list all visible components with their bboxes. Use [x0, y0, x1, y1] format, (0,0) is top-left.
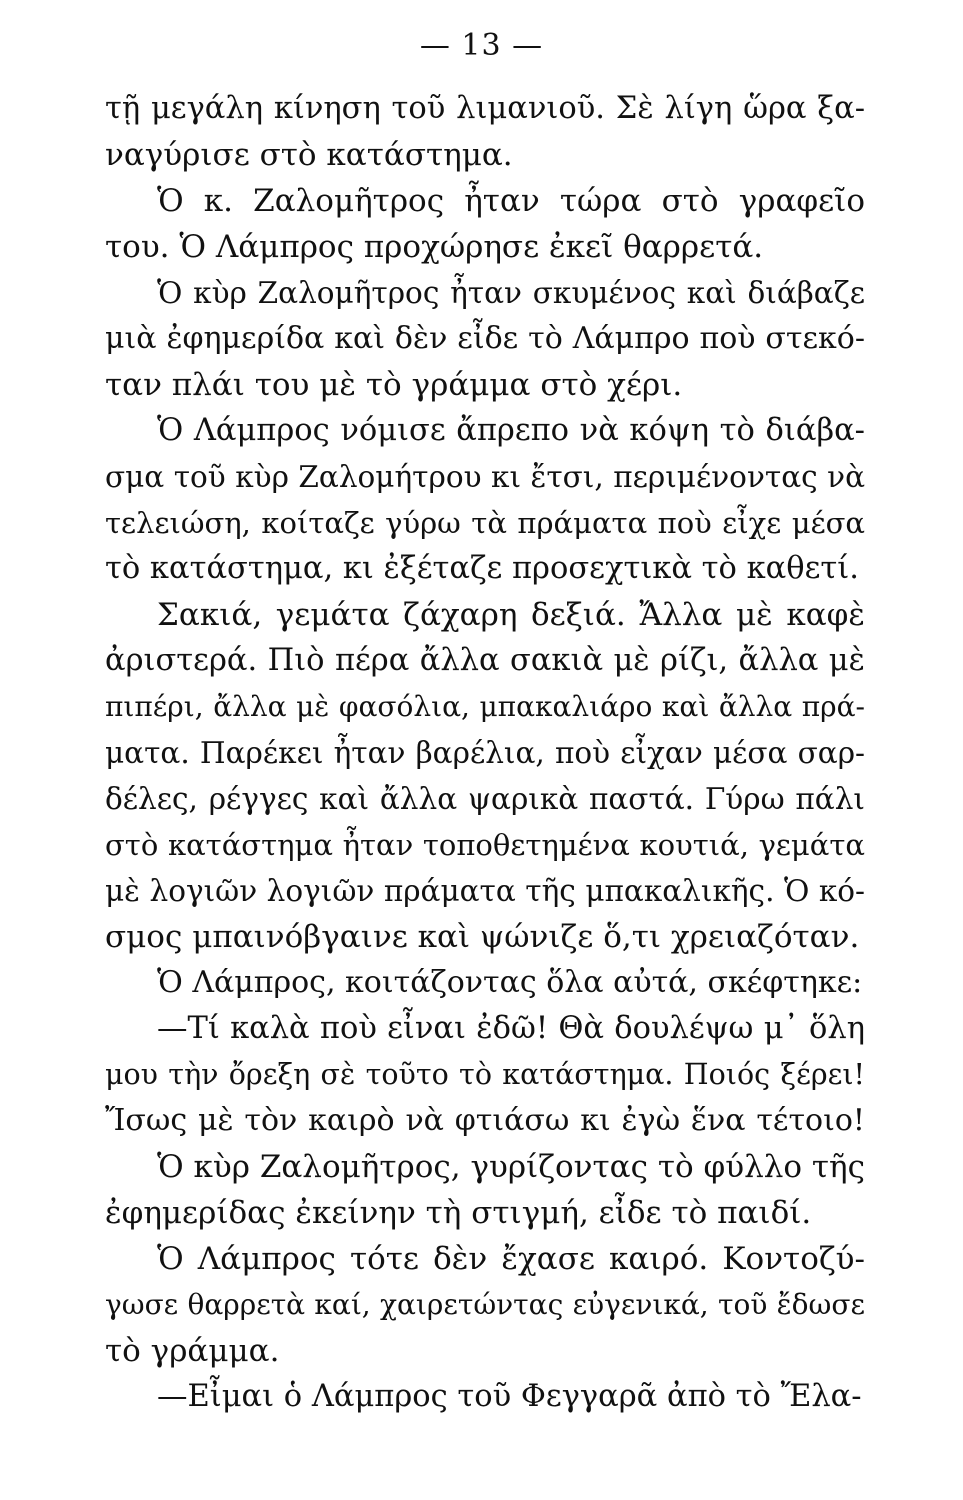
- text-line: τὸ κατάστημα, κι ἐξέταζε προσεχτικὰ τὸ καθετί.: [105, 551, 859, 586]
- text-line: γωσε θαρρετὰ καί, χαιρετώντας εὐγενικά, τοῦ ἔδωσε: [105, 1288, 865, 1321]
- text-line: στὸ κατάστημα ἦταν τοποθετημένα κουτιά, γεμάτα: [105, 828, 865, 862]
- body-text: [105, 86, 865, 1420]
- text-line: πιπέρι, ἄλλα μὲ φασόλια, μπακαλιάρο καὶ ἄλλα πρά-: [105, 690, 865, 723]
- text-line: σμος μπαινόβγαινε καὶ ψώνιζε ὅ,τι χρειαζόταν.: [105, 919, 860, 955]
- text-line: Ὁ κὺρ Ζαλομῆτρος, γυρίζοντας τὸ φύλλο τῆς: [157, 1149, 865, 1185]
- text-line: Ὁ Λάμπρος, κοιτάζοντας ὅλα αὐτά, σκέφτηκε:: [157, 965, 863, 1000]
- text-line: δέλες, ρέγγες καὶ ἄλλα ψαρικὰ παστά. Γύρω πάλι: [105, 782, 865, 816]
- text-line: τελειώση, κοίταζε γύρω τὰ πράματα ποὺ εἶχε μέσα: [105, 506, 865, 540]
- text-line: ταν πλάι του μὲ τὸ γράμμα στὸ χέρι.: [105, 367, 683, 403]
- text-line: —Τί καλὰ ποὺ εἶναι ἐδῶ! Θὰ δουλέψω μ᾽ ὅλη: [157, 1011, 865, 1046]
- text-line: Ὁ Λάμπρος τότε δὲν ἔχασε καιρό. Κοντοζύ-: [157, 1241, 865, 1277]
- text-line: μου τὴν ὄρεξη σὲ τοῦτο τὸ κατάστημα. Ποιός ξέρει!: [105, 1058, 865, 1091]
- text-line: Ὁ κὺρ Ζαλομῆτρος ἦταν σκυμένος καὶ διάβαζε: [157, 276, 865, 310]
- text-line: Ἴσως μὲ τὸν καιρὸ νὰ φτιάσω κι ἐγὼ ἕνα τέτοιο!: [105, 1103, 865, 1138]
- text-line: ματα. Παρέκει ἦταν βαρέλια, ποὺ εἶχαν μέσα σαρ-: [105, 736, 865, 770]
- text-line: ἀριστερά. Πιὸ πέρα ἄλλα σακιὰ μὲ ρίζι, ἄλλα μὲ: [105, 643, 865, 678]
- text-line: τὸ γράμμα.: [105, 1333, 280, 1369]
- page-number: — 13 —: [419, 28, 544, 63]
- text-line: σμα τοῦ κὺρ Ζαλομήτρου κι ἔτσι, περιμένοντας νὰ: [105, 460, 865, 494]
- text-line: ἐφημερίδας ἐκείνην τὴ στιγμή, εἶδε τὸ παιδί.: [105, 1195, 812, 1231]
- text-line: του. Ὁ Λάμπρος προχώρησε ἐκεῖ θαρρετά.: [105, 229, 764, 265]
- text-line: μιὰ ἐφημερίδα καὶ δὲν εἶδε τὸ Λάμπρο ποὺ στεκό-: [105, 321, 865, 356]
- text-line: τῇ μεγάλη κίνηση τοῦ λιμανιοῦ. Σὲ λίγη ὥρα ξα-: [105, 91, 865, 126]
- text-line: Σακιά, γεμάτα ζάχαρη δεξιά. Ἄλλα μὲ καφὲ: [157, 597, 865, 633]
- text-line: ναγύρισε στὸ κατάστημα.: [105, 137, 513, 173]
- text-line: Ὁ κ. Ζαλομῆτρος ἦταν τώρα στὸ γραφεῖο: [157, 183, 865, 219]
- text-line: —Εἶμαι ὁ Λάμπρος τοῦ Φεγγαρᾶ ἀπὸ τὸ Ἔλα-: [157, 1379, 862, 1414]
- text-line: Ὁ Λάμπρος νόμισε ἄπρεπο νὰ κόψη τὸ διάβα-: [157, 413, 865, 448]
- text-line: μὲ λογιῶν λογιῶν πράματα τῆς μπακαλικῆς. Ὁ κό-: [105, 874, 865, 908]
